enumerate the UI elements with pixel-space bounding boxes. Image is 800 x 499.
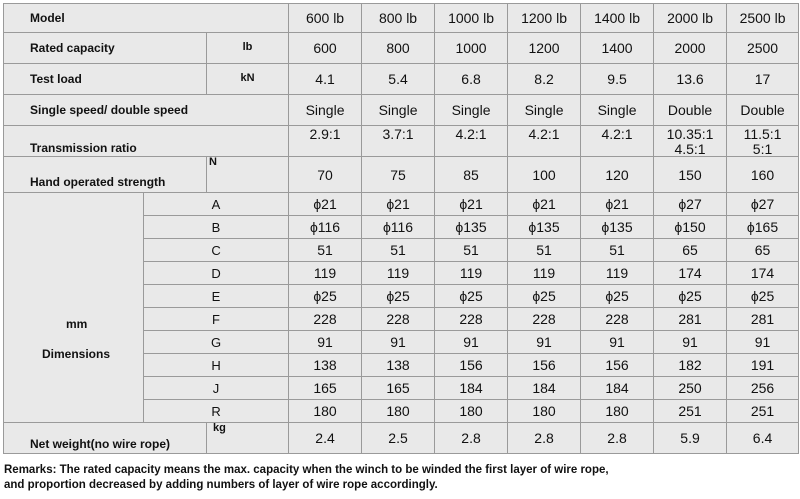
dimensions-unit: mm (66, 317, 88, 332)
value-cell (289, 126, 362, 157)
value-cell: 150 (654, 157, 727, 193)
test-load-row (4, 64, 799, 95)
value-cell: ϕ116 (289, 216, 362, 239)
dimension-key: H (144, 354, 289, 377)
value-cell: 182 (654, 354, 727, 377)
remarks-line-2: and proportion decreased by adding numbers of layer of wire rope accordingly. (4, 479, 438, 491)
value-cell: 800 lb (362, 4, 435, 33)
rated-capacity-label: Rated capacity (4, 33, 207, 64)
ratio-line: 4.2:1 (455, 126, 487, 142)
value-cell (581, 126, 654, 157)
value-cell: 51 (581, 239, 654, 262)
dimension-key: R (144, 400, 289, 423)
value-cell: ϕ116 (362, 216, 435, 239)
value-cell (362, 126, 435, 157)
ratio-line: 2.9:1 (309, 126, 341, 142)
value-cell: ϕ25 (727, 285, 799, 308)
value-cell: ϕ165 (727, 216, 799, 239)
hand-strength-row (4, 157, 799, 193)
test-load-label: Test load (4, 64, 207, 95)
value-cell: 281 (654, 308, 727, 331)
value-cell: ϕ21 (435, 193, 508, 216)
hand-strength-label (4, 157, 207, 193)
value-cell: ϕ25 (435, 285, 508, 308)
speed-label: Single speed/ double speed (4, 95, 289, 126)
value-cell: ϕ135 (508, 216, 581, 239)
value-cell: 51 (508, 239, 581, 262)
value-cell: ϕ135 (581, 216, 654, 239)
value-cell: 281 (727, 308, 799, 331)
value-cell: ϕ25 (654, 285, 727, 308)
value-cell: Single (362, 95, 435, 126)
value-cell: ϕ25 (581, 285, 654, 308)
value-cell: 2000 lb (654, 4, 727, 33)
value-cell: 2.8 (435, 423, 508, 454)
value-cell: 184 (581, 377, 654, 400)
value-cell: 91 (727, 331, 799, 354)
value-cell: 5.4 (362, 64, 435, 95)
ratio-line: 4.5:1 (674, 140, 706, 157)
value-cell: ϕ25 (508, 285, 581, 308)
dimension-key: A (144, 193, 289, 216)
value-cell: 4.1 (289, 64, 362, 95)
value-cell: 156 (508, 354, 581, 377)
value-cell: 256 (727, 377, 799, 400)
net-weight-label: Net weight(no wire rope) (4, 423, 207, 454)
value-cell (727, 126, 799, 157)
dimension-key: B (144, 216, 289, 239)
value-cell: 119 (581, 262, 654, 285)
value-cell: 2.8 (508, 423, 581, 454)
value-cell: ϕ25 (289, 285, 362, 308)
value-cell: 2.8 (581, 423, 654, 454)
value-cell: ϕ21 (289, 193, 362, 216)
value-cell: 70 (289, 157, 362, 193)
ratio-line: 4.2:1 (528, 126, 560, 142)
value-cell: Double (654, 95, 727, 126)
dimension-key: E (144, 285, 289, 308)
speed-row (4, 95, 799, 126)
value-cell: ϕ21 (508, 193, 581, 216)
value-cell: 119 (508, 262, 581, 285)
dimension-row (4, 193, 799, 216)
value-cell: 6.4 (727, 423, 799, 454)
value-cell: 174 (654, 262, 727, 285)
value-cell: 17 (727, 64, 799, 95)
value-cell: 6.8 (435, 64, 508, 95)
value-cell: 180 (289, 400, 362, 423)
value-cell: ϕ150 (654, 216, 727, 239)
value-cell: Single (435, 95, 508, 126)
spec-table (3, 3, 799, 454)
value-cell: 180 (508, 400, 581, 423)
dimensions-group (4, 193, 144, 423)
value-cell: 191 (727, 354, 799, 377)
value-cell: 138 (289, 354, 362, 377)
value-cell: 160 (727, 157, 799, 193)
value-cell: 2000 (654, 33, 727, 64)
model-label: Model (4, 4, 289, 33)
value-cell: ϕ135 (435, 216, 508, 239)
dimension-key: G (144, 331, 289, 354)
value-cell (508, 126, 581, 157)
value-cell: 184 (508, 377, 581, 400)
value-cell: 91 (581, 331, 654, 354)
value-cell: 13.6 (654, 64, 727, 95)
value-cell: 156 (581, 354, 654, 377)
value-cell: 250 (654, 377, 727, 400)
value-cell: 1000 (435, 33, 508, 64)
value-cell: ϕ21 (581, 193, 654, 216)
transmission-label: Transmission ratio (4, 126, 289, 157)
ratio-line: 5:1 (752, 140, 773, 157)
value-cell: 2.5 (362, 423, 435, 454)
value-cell: Single (581, 95, 654, 126)
net-weight-unit: kg (207, 423, 289, 454)
value-cell: 85 (435, 157, 508, 193)
value-cell (435, 126, 508, 157)
value-cell: 91 (289, 331, 362, 354)
value-cell: 51 (289, 239, 362, 262)
value-cell: Single (289, 95, 362, 126)
value-cell: 600 lb (289, 4, 362, 33)
value-cell: 65 (727, 239, 799, 262)
value-cell: 75 (362, 157, 435, 193)
value-cell: 8.2 (508, 64, 581, 95)
value-cell: 251 (654, 400, 727, 423)
value-cell: 65 (654, 239, 727, 262)
value-cell: 228 (289, 308, 362, 331)
value-cell: 91 (654, 331, 727, 354)
value-cell: 119 (289, 262, 362, 285)
value-cell: 174 (727, 262, 799, 285)
value-cell: Single (508, 95, 581, 126)
value-cell: ϕ27 (654, 193, 727, 216)
value-cell: 120 (581, 157, 654, 193)
value-cell: 251 (727, 400, 799, 423)
value-cell: 1200 (508, 33, 581, 64)
value-cell: 119 (435, 262, 508, 285)
value-cell: 138 (362, 354, 435, 377)
test-load-unit: kN (207, 64, 289, 95)
value-cell: 600 (289, 33, 362, 64)
value-cell (654, 126, 727, 157)
value-cell: 51 (362, 239, 435, 262)
value-cell: 2.4 (289, 423, 362, 454)
value-cell: 5.9 (654, 423, 727, 454)
dimensions-label: Dimensions (42, 347, 111, 362)
value-cell: Double (727, 95, 799, 126)
ratio-line: 4.2:1 (601, 126, 633, 142)
value-cell: 91 (508, 331, 581, 354)
value-cell: 165 (289, 377, 362, 400)
value-cell: 1200 lb (508, 4, 581, 33)
value-cell: 51 (435, 239, 508, 262)
dimension-key: D (144, 262, 289, 285)
value-cell: 180 (581, 400, 654, 423)
hand-strength-text: Hand operated strength (30, 174, 166, 189)
value-cell: 228 (435, 308, 508, 331)
remarks-line-1: Remarks: The rated capacity means the max. capacity when the winch to be winded the first layer of wire rope, (4, 464, 609, 476)
value-cell: 800 (362, 33, 435, 64)
value-cell: 100 (508, 157, 581, 193)
value-cell: 180 (435, 400, 508, 423)
value-cell: ϕ27 (727, 193, 799, 216)
net-weight-row (4, 423, 799, 454)
value-cell: ϕ21 (362, 193, 435, 216)
value-cell: 184 (435, 377, 508, 400)
rated-capacity-row (4, 33, 799, 64)
value-cell: 9.5 (581, 64, 654, 95)
ratio-line: 10.35:1 (666, 126, 714, 142)
value-cell: 2500 lb (727, 4, 799, 33)
value-cell: 91 (435, 331, 508, 354)
value-cell: 156 (435, 354, 508, 377)
value-cell: ϕ25 (362, 285, 435, 308)
value-cell: 228 (508, 308, 581, 331)
transmission-row (4, 126, 799, 157)
dimension-key: F (144, 308, 289, 331)
value-cell: 180 (362, 400, 435, 423)
header-row (4, 4, 799, 33)
dimension-key: J (144, 377, 289, 400)
value-cell: 165 (362, 377, 435, 400)
value-cell: 1000 lb (435, 4, 508, 33)
ratio-line: 11.5:1 (743, 126, 782, 142)
value-cell: 119 (362, 262, 435, 285)
value-cell: 1400 lb (581, 4, 654, 33)
value-cell: 91 (362, 331, 435, 354)
value-cell: 228 (362, 308, 435, 331)
dimension-key: C (144, 239, 289, 262)
value-cell: 2500 (727, 33, 799, 64)
remarks (4, 463, 796, 493)
hand-strength-unit: N (207, 157, 289, 193)
value-cell: 1400 (581, 33, 654, 64)
rated-capacity-unit: lb (207, 33, 289, 64)
ratio-line: 3.7:1 (382, 126, 414, 142)
value-cell: 228 (581, 308, 654, 331)
